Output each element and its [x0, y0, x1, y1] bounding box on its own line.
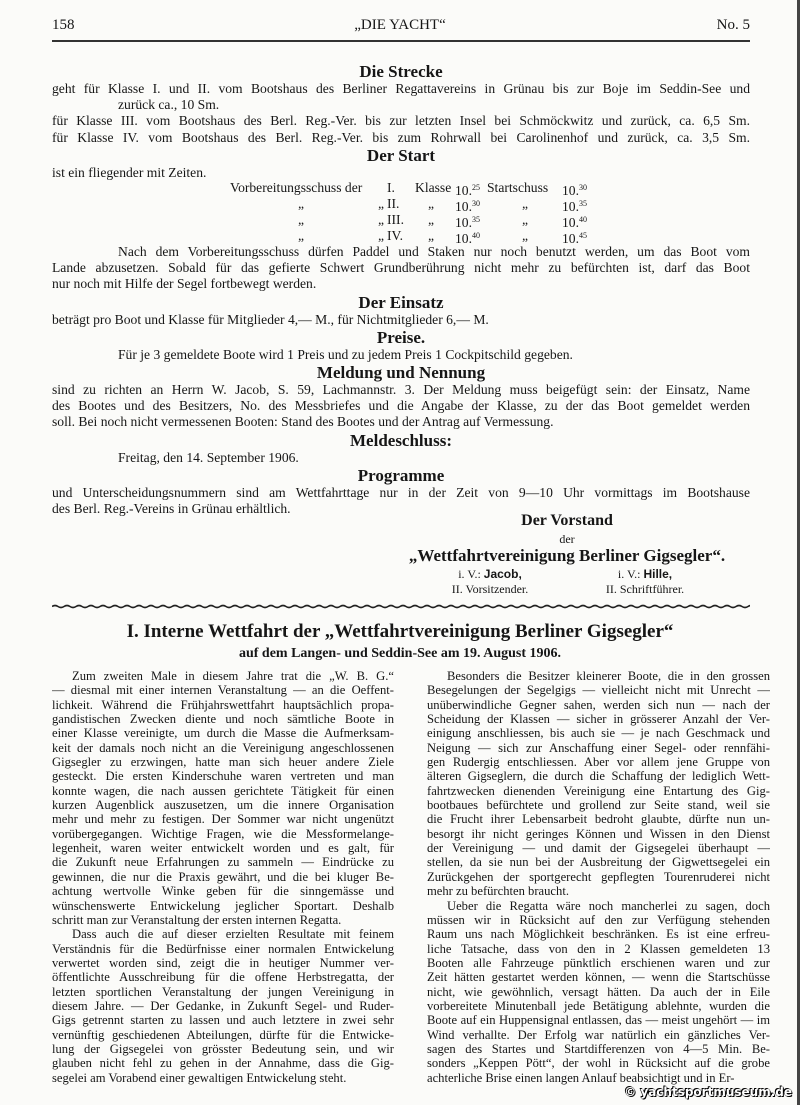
time-hour: 10. — [455, 183, 472, 198]
start-word: „ — [522, 228, 529, 243]
time-minute: 30 — [472, 199, 480, 208]
text-line: mehr zu befürchten braucht. — [427, 884, 569, 899]
class-word: „ — [428, 196, 435, 211]
issue-number: No. 5 — [716, 17, 750, 33]
text-line: vorübergegangen. Wichtige Fragen, wie die Messformelange- — [52, 826, 394, 841]
text-line: beträgt pro Boot und Klasse für Mitglieder 4,— M., für Nichtmitglieder 6,— M. — [52, 311, 489, 327]
iv-label: i. V.: — [617, 567, 641, 581]
text-line: Gigsegler zu erzwingen, hatte man sich heuer andere Ziele — [52, 755, 394, 770]
heading: Preise. — [376, 327, 426, 347]
text-line: Nach dem Vorbereitungsschuss dürfen Paddel und Staken nur noch benutzt werden, um das Boot vom — [118, 244, 750, 259]
page-number: 158 — [52, 17, 75, 33]
text-line: sagen des Startes und Startdifferenzen von 4—5 Min. Be- — [427, 1041, 770, 1056]
text-line: Ueber die Regatta wäre noch mancherlei zu sagen, doch — [447, 898, 770, 913]
text-line: achtung wertvolle Winke geben für die sinngemässe und — [52, 884, 394, 899]
text-line: soll. Bei noch nicht vermessenen Booten: Stand des Bootes und der Antrag auf Vermessung. — [52, 414, 554, 430]
class-number: III. — [387, 212, 404, 227]
text-line: achterliche Brise einen langen Anlauf beabsichtigt und in Er- — [427, 1070, 735, 1085]
text-line: des Berl. Reg.-Vereins in Grünau erhältlich. — [52, 500, 291, 516]
text-line: einigung anschliessen, bis auch sie — je nach Geschmack und — [427, 726, 770, 741]
signer-role: II. Schriftführer. — [605, 582, 685, 596]
text-line: liche Tatsache, dass von den in 2 Klassen gemeldeten 13 — [427, 941, 770, 956]
text-line: für Klasse IV. vom Bootshaus des Berl. Reg.-Ver. bis zum Rohrwall bei Carolinenhof und zurück, ca. 3,5 Sm. — [52, 129, 750, 145]
ditto-mark: „ — [298, 212, 305, 227]
text-line: Boote auf ein Huppensignal entlassen, das — meist ungehört — im — [427, 1013, 770, 1028]
header-rule — [52, 40, 750, 42]
signature-club: „Wettfahrtvereinigung Berliner Gigsegler“. — [408, 546, 726, 565]
wavy-divider — [52, 604, 750, 609]
watermark: © yachtsportmuseum.de — [624, 1085, 792, 1099]
text-line: Dass auch die auf dieser erzielten Resultate mit feinem — [72, 927, 394, 942]
start-row — [0, 228, 800, 244]
text-line: Zurückgehen der sportgerecht gepflegten Tourenruderei nicht — [427, 869, 770, 884]
text-line: segelei am Vorabend einer gewaltigen Entwickelung steht. — [52, 1070, 347, 1085]
ditto-mark: „ — [378, 228, 385, 243]
start-word: Startschuss — [487, 180, 549, 195]
start-word: „ — [522, 196, 529, 211]
text-line: sonders „Keppen Pött“, der wohl in Rücksicht auf die grobe — [427, 1056, 770, 1071]
text-line: stellen, da sie nun bei der Ausbreitung der Gigwettsegelei ein — [427, 855, 770, 870]
text-line: Besonders die Besitzer kleinerer Boote, die in den grossen — [447, 669, 770, 683]
time-minute: 35 — [472, 215, 480, 224]
article-column-left — [52, 669, 394, 1085]
ditto-mark: „ — [298, 196, 305, 211]
heading: Meldeschluss: — [350, 430, 452, 450]
section-rest — [52, 244, 750, 517]
signature-title: Der Vorstand — [521, 512, 613, 529]
time-minute: 30 — [579, 183, 587, 192]
signer-role: II. Vorsitzender. — [451, 582, 529, 596]
ditto-mark: „ — [298, 228, 305, 243]
text-line: konnte wagen, die nach aussen gerichtete Tätigkeit für einen — [52, 783, 394, 798]
heading: Die Strecke — [359, 62, 443, 81]
text-line: lichkeit. Während die Frühjahrswettfahrt hauptsächlich propa- — [52, 697, 394, 712]
text-line: einer Klasse vereinigte, um durch die Masse die Aufmerksam- — [52, 726, 394, 741]
text-line: die Frucht ihrer Lebensarbeit bedroht glaubte, dürfte nun un- — [427, 812, 770, 827]
text-line: kurzen Augenblick auszusetzen, um die innere Organisation — [52, 798, 394, 813]
class-number: I. — [387, 180, 395, 195]
text-line: gesteckt. Die ersten Kinderschuhe waren vertreten und man — [52, 769, 394, 784]
text-line: älteren Gigseglern, die durch die Schaffung der lediglich Wett- — [427, 769, 770, 784]
text-line: keit der damals noch nicht an die Vereinigung angeschlossenen — [52, 740, 394, 755]
class-word: Klasse — [415, 180, 452, 195]
text-line: wünschenswerte Entwickelung jeglicher Sportart. Deshalb — [52, 898, 394, 913]
article-subtitle: auf dem Langen- und Seddin-See am 19. August 1906. — [238, 646, 562, 661]
start-row — [0, 180, 800, 196]
time-hour: 10. — [562, 215, 579, 230]
time-hour: 10. — [562, 183, 579, 198]
text-line: Gigs getrennt starten zu lassen und auch letztere in zwei sehr — [52, 1013, 394, 1028]
text-line: bootbaues befürchtete und grollend zur Seite stand, weil sie — [427, 798, 770, 813]
time-hour: 10. — [455, 215, 472, 230]
text-line: Wind verhallte. Der Erfolg war natürlich ein gänzliches Ver- — [427, 1027, 770, 1042]
text-line: nur noch mit Hilfe der Segel fortbewegt werden. — [52, 276, 317, 292]
text-line: geht für Klasse I. und II. vom Bootshaus des Berliner Regattavereins in Grünau bis zur Boje im Seddin-See und — [52, 81, 750, 96]
journal-title: „DIE YACHT“ — [354, 17, 446, 33]
signature-right — [580, 567, 710, 597]
text-line: nicht, wie gewöhnlich, versagt hätten. Da auch der in Eile — [427, 984, 770, 999]
text-line: glauben nicht fehl zu gehen in der Annahme, dass die Gig- — [52, 1056, 394, 1071]
text-line: für Klasse III. vom Bootshaus des Berl. Reg.-Ver. bis zur letzten Insel bei Schmöckwitz und zurück, ca. 6,5 Sm. — [52, 113, 750, 129]
class-number: II. — [387, 196, 400, 211]
text-line: diesem Jahre. — Der Gedanke, in Zukunft Segel- und Ruder- — [52, 998, 394, 1013]
signature-left — [425, 567, 555, 597]
article-title: I. Interne Wettfahrt der „Wettfahrtvereinigung Berliner Gigsegler“ — [126, 621, 674, 642]
text-line: legenheit, waren weiter entwickelt worden und es galt, für — [52, 841, 394, 856]
text-line: mehr und mehr zu festigen. Der Sommer war nicht ungenützt — [52, 812, 394, 827]
text-line: — diesmal mit einer internen Veranstaltung — an die Oeffent- — [52, 683, 394, 698]
article-column-right — [427, 669, 770, 1085]
signer-name: Hille, — [643, 567, 673, 581]
time-minute: 40 — [472, 231, 480, 240]
class-number: IV. — [387, 228, 403, 243]
text-line: verwertet worden sind, zeigt die in heutiger Nummer ver- — [52, 955, 394, 970]
text-line: vernünftig geschiedenen Abteilungen, dürfte für die Entwicke- — [52, 1027, 394, 1042]
text-line: der Vereinigung — und damit der Gigsegelei überhaupt — — [427, 841, 770, 856]
text-line: die Zukunft neue Erfahrungen zu sammeln — Eindrücke zu — [52, 855, 394, 870]
time-hour: 10. — [455, 231, 472, 246]
text-line: Für je 3 gemeldete Boote wird 1 Preis und zu jedem Preis 1 Cockpitschild gegeben. — [118, 346, 573, 362]
ditto-mark: „ — [378, 212, 385, 227]
text-line: Besegelungen der Segelgigs — vielleicht nicht mit Unrecht — — [427, 683, 770, 698]
class-word: „ — [428, 212, 435, 227]
text-line: sind zu richten an Herrn W. Jacob, S. 59, Lachmannstr. 3. Der Meldung muss beigefügt sein: der Einsatz, Name — [52, 381, 750, 397]
signer-name: Jacob, — [483, 567, 522, 581]
text-line: ist ein fliegender mit Zeiten. — [52, 164, 207, 180]
ditto-mark: „ — [378, 196, 385, 211]
text-line: Raum uns nach Möglichkeit beschränken. Es ist eine erfreu- — [427, 927, 770, 942]
text-line: unüberwindliche Gegner sahen, werden sich nun — nach der — [427, 697, 770, 712]
iv-label: i. V.: — [458, 567, 481, 581]
time-minute: 40 — [579, 215, 587, 224]
heading: Der Start — [366, 145, 436, 165]
signature-der: der — [559, 532, 575, 546]
text-line: Booten alle Fahrzeuge pünktlich erschienen waren und zur — [427, 955, 770, 970]
heading: Der Einsatz — [358, 292, 444, 312]
text-line: Zum zweiten Male in diesem Jahre trat die „W. B. G.“ — [72, 669, 394, 683]
heading: Meldung und Nennung — [316, 362, 486, 382]
start-word: „ — [522, 212, 529, 227]
text-line: zurück ca., 10 Sm. — [118, 97, 220, 113]
heading: Programme — [357, 465, 445, 485]
time-hour: 10. — [455, 199, 472, 214]
text-line: besorgt ihr nicht geringes Können und Wissen in den Dienst — [427, 826, 770, 841]
text-line: letzten sportlichen Veranstaltung der jungen Vereinigung in — [52, 984, 394, 999]
start-row — [0, 212, 800, 228]
text-line: gandistischen Zwecken diente und noch sämtliche Boote in — [52, 712, 394, 727]
text-line: und Unterscheidungsnummern sind am Wettfahrttage nur in der Zeit von 9—10 Uhr vormittags im Bootshause — [52, 484, 750, 500]
start-row — [0, 196, 800, 212]
time-minute: 35 — [579, 199, 587, 208]
text-line: müssen wir in Rücksicht auf den zur Verfügung stehenden — [427, 912, 770, 927]
text-line: schritt man zur Veranstaltung der ersten internen Regatta. — [52, 912, 342, 927]
text-line: Verständnis für die Bedürfnisse einer normalen Entwickelung — [52, 941, 394, 956]
text-line: Neigung — sich zur Anschaffung einer Segel- oder rennfähi- — [427, 740, 770, 755]
text-line: gewinnen, die nur die Praxis gewährt, und die bei kluger Be- — [52, 869, 394, 884]
text-line: öffentlichte Ausschreibung für die offene Herbstregatta, der — [52, 970, 394, 985]
class-word: „ — [428, 228, 435, 243]
start-label: Vorbereitungsschuss der — [230, 180, 363, 195]
text-line: lung der Gigsegelei von grösster Bedeutung sein, und wir — [52, 1041, 394, 1056]
text-line: gen Rudergig entschliessen. Aber vor allem jene Gruppe von — [427, 755, 770, 770]
text-line: fahrtzwecken dienenden Vereinigung eine Entartung des Gig- — [427, 783, 770, 798]
time-hour: 10. — [562, 231, 579, 246]
text-line: des Bootes und des Besitzers, No. des Messbriefes und die Angabe der Klasse, zu der das Boot gemeldet werden — [52, 398, 750, 414]
text-line: Zeit hätten gestartet werden können, — wenn die Startschüsse — [427, 970, 770, 985]
time-minute: 45 — [579, 231, 587, 240]
text-line: Lande abzusetzen. Sobald für das gefierte Schwert Grundberührung nicht mehr zu befürchten ist, darf das Boot — [52, 260, 750, 276]
text-line: Scheidung der Klassen — sicher in grösserer Anzahl der Ver- — [427, 712, 770, 727]
section-strecke — [52, 62, 750, 181]
text-line: Freitag, den 14. September 1906. — [118, 449, 299, 465]
time-hour: 10. — [562, 199, 579, 214]
text-line: vorbereitete Minutenball jede Betätigung ablehnte, wurden die — [427, 998, 770, 1013]
time-minute: 25 — [472, 183, 480, 192]
